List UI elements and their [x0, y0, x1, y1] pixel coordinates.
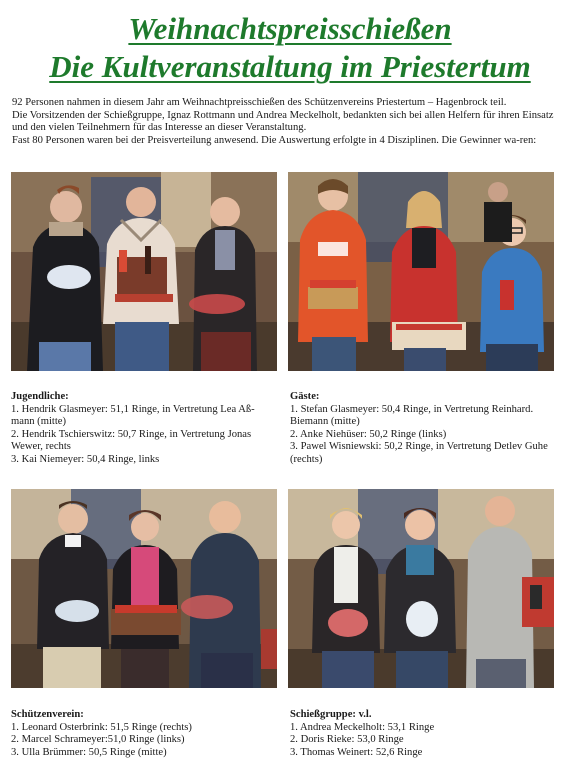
result-entry: 3. Thomas Weinert: 52,6 Ringe: [290, 746, 423, 758]
result-entry: 1. Andrea Meckelholt: 53,1 Ringe: [290, 721, 435, 733]
photo-gaeste: [288, 172, 554, 371]
intro-paragraph-2: Die Vorsitzenden der Schießgruppe, Ignaz Rottmann und Andrea Meckelholt, bedankten sich bei allen Helfern für ihren Einsatz und den vielen Teilnehmern für das Interesse an dieser Veranstaltung.: [12, 109, 554, 134]
intro-paragraph-1: 92 Personen nahmen in diesem Jahr am Weihnachtpreisschießen des Schützenvereins Priestertum – Hagenbrock teil.: [12, 97, 507, 108]
result-entry: 1. Leonard Osterbrink: 51,5 Ringe (rechts): [11, 721, 192, 733]
results-jugendliche: [11, 391, 275, 466]
results-schiessgruppe: [290, 709, 554, 759]
section-heading: Schießgruppe: v.l.: [290, 709, 372, 720]
result-entry: 3. Pawel Wisniewski: 50,2 Ringe, in Vertretung Detlev Guhe (rechts): [290, 441, 548, 465]
result-entry: 1. Stefan Glasmeyer: 50,4 Ringe, in Vertretung Reinhard. Biemann (mitte): [290, 403, 534, 427]
photo-schiessgruppe: [288, 489, 554, 688]
result-entry: 2. Hendrik Tschierswitz: 50,7 Ringe, in Vertretung Jonas Wewer, rechts: [11, 428, 252, 452]
intro-text: [12, 97, 568, 147]
result-entry: 2. Marcel Schrameyer:51,0 Ringe (links): [11, 734, 185, 745]
intro-paragraph-3: Fast 80 Personen waren bei der Preisverteilung anwesend. Die Auswertung erfolgte in 4 Disziplinen. Die Gewinner wa-ren:: [12, 134, 537, 146]
section-heading: Gäste:: [290, 391, 320, 402]
page-subtitle: Die Kultveranstaltung im Priestertum: [49, 49, 531, 84]
page-title: Weihnachtspreisschießen: [128, 11, 452, 46]
section-heading: Schützenverein:: [11, 709, 84, 720]
result-entry: 2. Anke Niehüser: 50,2 Ringe (links): [290, 428, 447, 440]
section-heading: Jugendliche:: [11, 391, 69, 402]
result-entry: 2. Doris Rieke: 53,0 Ringe: [290, 734, 404, 745]
results-gaeste: [290, 391, 554, 466]
result-entry: 1. Hendrik Glasmeyer: 51,1 Ringe, in Vertretung Lea Aß-mann (mitte): [11, 403, 255, 427]
result-entry: 3. Kai Niemeyer: 50,4 Ringe, links: [11, 453, 160, 465]
results-schuetzenverein: [11, 709, 275, 759]
photo-schuetzenverein: [11, 489, 277, 688]
photo-jugendliche: [11, 172, 277, 371]
result-entry: 3. Ulla Brümmer: 50,5 Ringe (mitte): [11, 746, 167, 758]
